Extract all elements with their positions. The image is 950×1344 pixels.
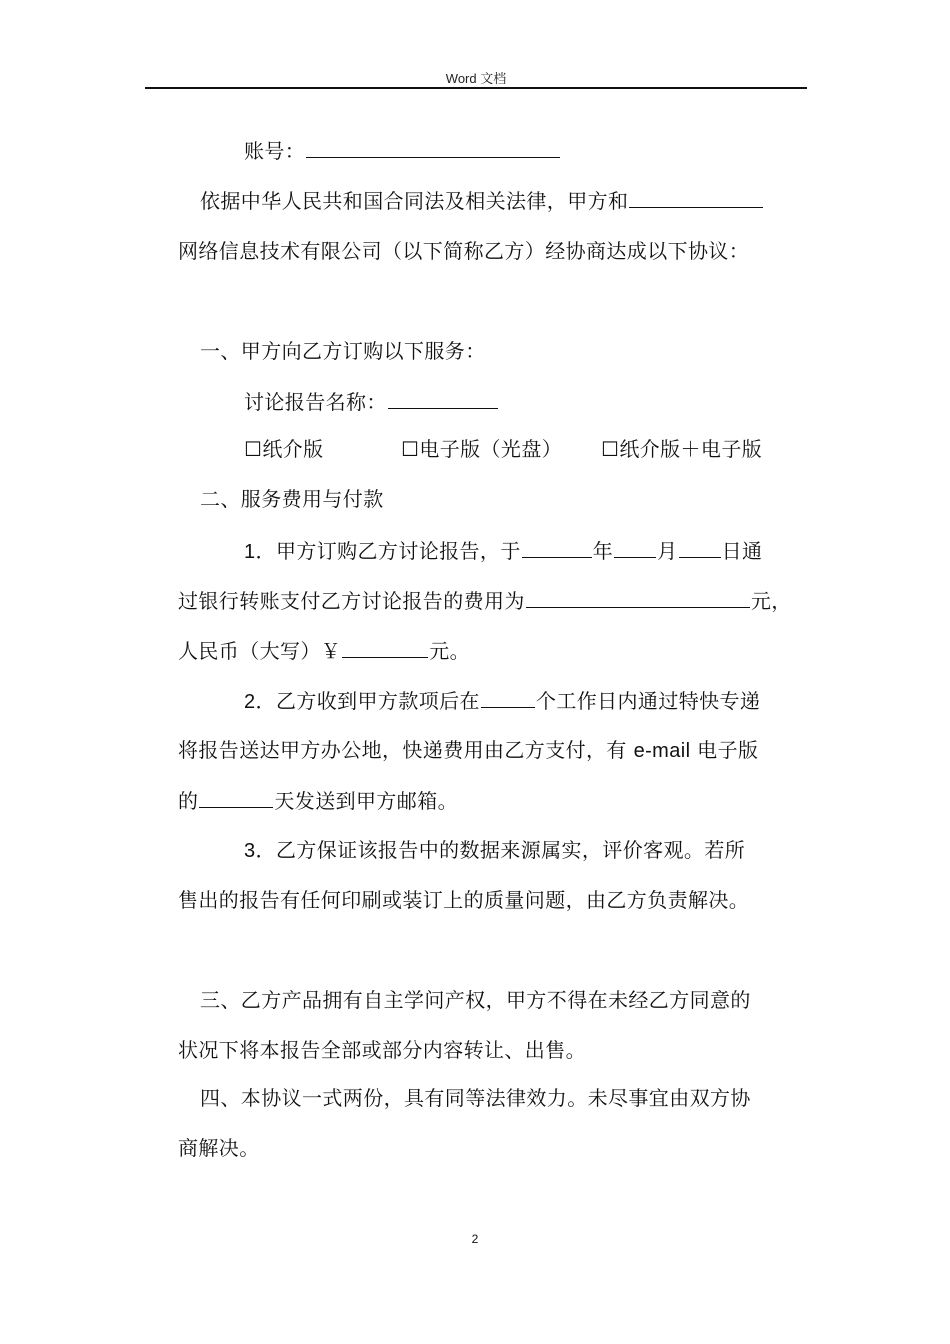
party-a-blank[interactable] — [629, 187, 763, 208]
section3-line-1: 三、乙方产品拥有自主学问产权，甲方不得在未经乙方同意的 — [200, 988, 751, 1012]
account-label: 账号： — [244, 139, 306, 163]
item2-delivery-text: 将报告送达甲方办公地，快递费用由乙方支付，有 — [178, 738, 634, 762]
workdays-blank[interactable] — [481, 687, 535, 708]
item1-fee-text: 过银行转账支付乙方讨论报告的费用为 — [178, 589, 525, 613]
item2-electronic-text: 电子版 — [690, 738, 759, 762]
fee-unit: 元， — [750, 589, 792, 613]
page-header: Word 文档 — [445, 71, 507, 86]
item1-text: 甲方订购乙方讨论报告，于 — [275, 539, 521, 563]
item2-line-1 — [244, 687, 874, 715]
section3-line-2: 状况下将本报告全部或部分内容转让、出售。 — [178, 1038, 586, 1062]
account-blank[interactable] — [306, 137, 560, 158]
section1-heading: 一、甲方向乙方订购以下服务： — [200, 339, 486, 363]
option-paper[interactable]: ☐纸介版 — [244, 437, 324, 461]
report-name-blank[interactable] — [388, 388, 498, 409]
item3-line-1 — [244, 837, 874, 864]
option-electronic[interactable]: ☐电子版（光盘） — [401, 437, 563, 461]
section4-line-2: 商解决。 — [178, 1136, 260, 1160]
report-name-label: 讨论报告名称： — [244, 390, 387, 414]
item3-line-2: 售出的报告有任何印刷或装订上的质量问题，由乙方负责解决。 — [178, 888, 750, 912]
item3-number: 3． — [244, 840, 276, 862]
item2-number: 2． — [244, 691, 276, 713]
intro-text-1: 依据中华人民共和国合同法及相关法律，甲方和 — [200, 189, 629, 213]
item3-text: 乙方保证该报告中的数据来源属实，评价客观。若所 — [275, 838, 746, 862]
intro-line-2: 网络信息技术有限公司（以下简称乙方）经协商达成以下协议： — [178, 239, 750, 263]
report-name-line — [244, 388, 874, 415]
day-blank[interactable] — [679, 537, 721, 558]
year-blank[interactable] — [522, 537, 592, 558]
email-text: e-mail — [633, 740, 691, 762]
section2-heading: 二、服务费用与付款 — [200, 487, 384, 511]
item2-mailbox-text: 天发送到甲方邮箱。 — [274, 789, 459, 813]
intro-line-1 — [200, 187, 830, 214]
rmb-unit: 元。 — [429, 639, 471, 663]
account-line — [244, 137, 874, 164]
email-days-blank[interactable] — [199, 787, 273, 808]
item1-line-3 — [178, 637, 808, 664]
year-label: 年 — [592, 539, 614, 563]
item2-line-2 — [178, 737, 808, 764]
item1-number: 1． — [244, 541, 276, 563]
item1-line-2 — [178, 587, 808, 614]
header-rule — [145, 87, 807, 89]
item2-text-a: 乙方收到甲方款项后在 — [275, 689, 480, 713]
option-paper-electronic[interactable]: ☐纸介版＋电子版 — [601, 437, 763, 461]
item2-of-text: 的 — [178, 789, 199, 813]
page-number: 2 — [471, 1232, 479, 1246]
item1-line-1 — [244, 537, 874, 565]
month-label: 月 — [657, 539, 678, 563]
rmb-label: 人民币（大写）￥ — [178, 639, 342, 663]
section4-line-1: 四、本协议一式两份，具有同等法律效力。未尽事宜由双方协 — [200, 1086, 751, 1110]
day-label: 日通 — [721, 539, 763, 563]
fee-amount-blank[interactable] — [526, 587, 750, 608]
rmb-amount-blank[interactable] — [342, 637, 428, 658]
item2-line-3 — [178, 787, 808, 814]
month-blank[interactable] — [614, 537, 656, 558]
item2-text-b: 个工作日内通过特快专递 — [535, 689, 761, 713]
